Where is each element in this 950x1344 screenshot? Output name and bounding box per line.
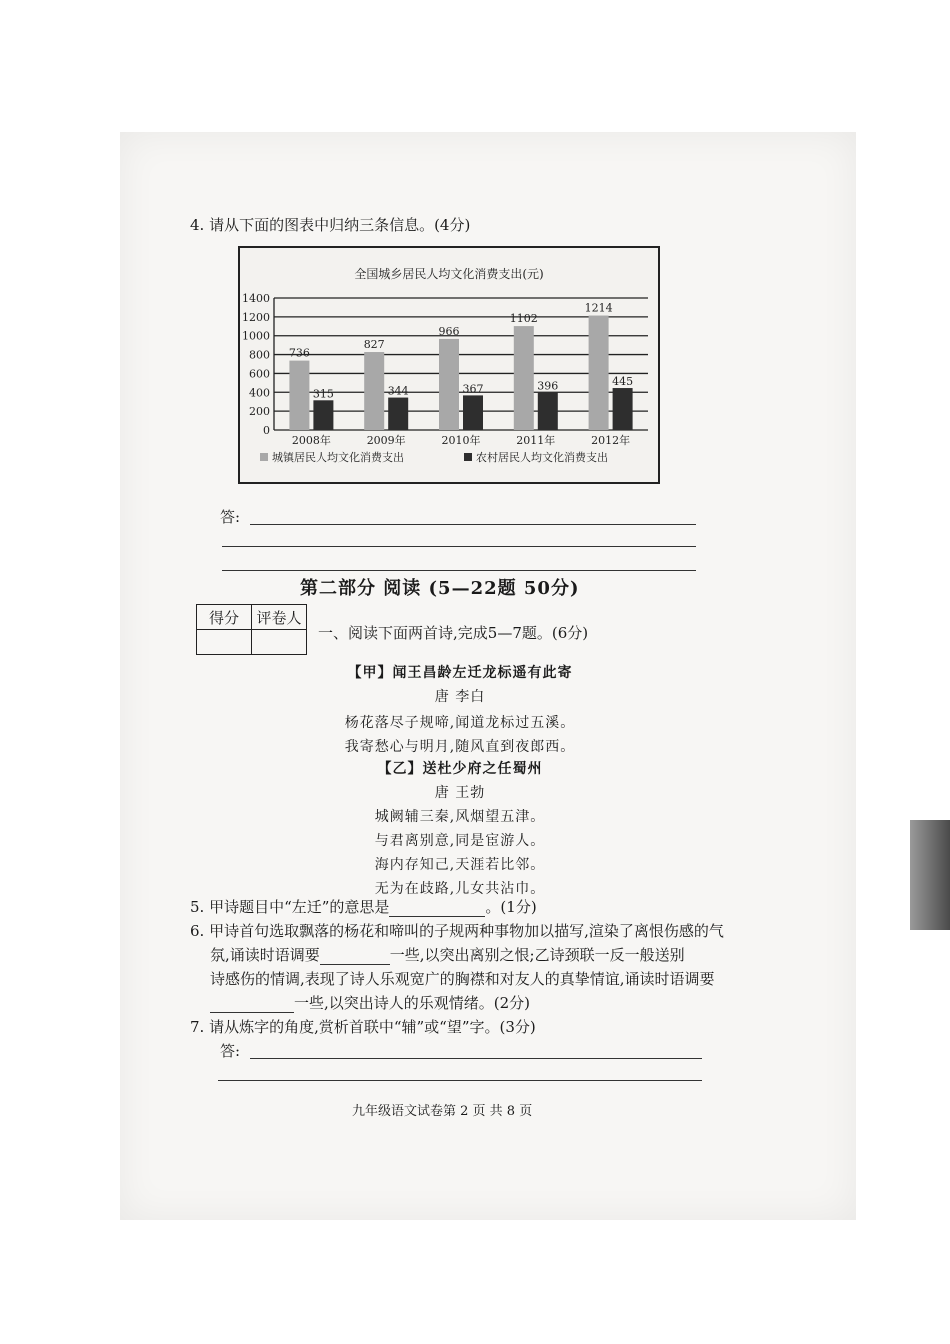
q5-points: 。(1分) <box>485 898 537 916</box>
x-tick-label: 2010年 <box>441 434 481 447</box>
q5-text: 5. 甲诗题目中“左迁”的意思是 <box>190 898 390 916</box>
bar <box>589 316 609 430</box>
x-tick-label: 2011年 <box>516 434 556 447</box>
grader-cell[interactable] <box>252 630 307 655</box>
q6-line-1: 6. 甲诗首句选取飘落的杨花和啼叫的子规两种事物加以描写,渲染了离恨伤感的气 <box>190 922 724 940</box>
y-tick-label: 800 <box>249 348 270 362</box>
poem2-title: 【乙】送杜少府之任蜀州 <box>377 761 543 777</box>
bar <box>289 361 309 430</box>
poem2-line: 与君离别意,同是宦游人。 <box>374 833 546 849</box>
y-tick-label: 600 <box>249 367 270 381</box>
x-tick-label: 2008年 <box>291 434 331 447</box>
y-tick-label: 1200 <box>242 310 270 324</box>
q6-blank-1[interactable] <box>320 946 390 965</box>
bar <box>388 398 408 430</box>
answer-line-3[interactable] <box>222 570 696 571</box>
chart-title: 全国城乡居民人均文化消费支出(元) <box>354 267 544 281</box>
legend-label: 城镇居民人均文化消费支出 <box>272 451 404 464</box>
poem2-author: 唐 王勃 <box>434 785 486 801</box>
data-label: 966 <box>438 324 460 338</box>
legend-swatch <box>464 453 472 461</box>
answer-line-5[interactable] <box>218 1080 702 1081</box>
x-tick-label: 2009年 <box>366 434 406 447</box>
bar <box>538 393 558 430</box>
score-table <box>196 604 307 655</box>
q6-text: 一些,以突出诗人的乐观情绪。(2分) <box>294 994 531 1012</box>
legend-label: 农村居民人均文化消费支出 <box>476 451 608 464</box>
x-tick-label: 2012年 <box>591 434 631 447</box>
poem2-line: 无为在歧路,儿女共沾巾。 <box>374 881 546 897</box>
poem1-author: 唐 李白 <box>434 689 486 705</box>
score-cell[interactable] <box>197 630 252 655</box>
q4-answer-label: 答: <box>220 508 241 526</box>
bar <box>463 395 483 430</box>
scan-shadow <box>910 820 950 930</box>
bar <box>439 339 459 430</box>
question-7: 7. 请从炼字的角度,赏析首联中“辅”或“望”字。(3分) <box>190 1018 536 1036</box>
poem1-line: 杨花落尽子规啼,闻道龙标过五溪。 <box>344 715 576 731</box>
y-tick-label: 0 <box>263 424 270 437</box>
y-tick-label: 400 <box>249 386 270 400</box>
q5-blank[interactable] <box>389 898 485 917</box>
score-header: 得分 <box>197 605 252 630</box>
poem2-line: 城阙辅三秦,风烟望五津。 <box>374 809 546 825</box>
data-label: 315 <box>312 387 334 401</box>
bar <box>514 326 534 430</box>
data-label: 344 <box>387 384 409 398</box>
page-footer: 九年级语文试卷第 2 页 共 8 页 <box>352 1104 533 1119</box>
q6-text: 一些,以突出离别之恨;乙诗颈联一反一般送别 <box>389 946 685 964</box>
data-label: 1102 <box>509 312 538 326</box>
section-1-instruction: 一、阅读下面两首诗,完成5—7题。(6分) <box>318 624 589 642</box>
poem2-line: 海内存知己,天涯若比邻。 <box>374 857 546 873</box>
data-label: 445 <box>612 375 634 389</box>
q6-line-2 <box>210 944 685 965</box>
bar <box>613 388 633 430</box>
q6-text: 氛,诵读时语调要 <box>210 946 320 964</box>
bar <box>313 400 333 430</box>
q6-line-3: 诗感伤的情调,表现了诗人乐观宽广的胸襟和对友人的真挚情谊,诵读时语调要 <box>210 970 715 988</box>
bar-chart <box>240 248 658 482</box>
chart-frame <box>238 246 660 484</box>
answer-line-2[interactable] <box>222 546 696 547</box>
bar <box>364 352 384 430</box>
legend-swatch <box>260 453 268 461</box>
q6-blank-2[interactable] <box>210 994 294 1013</box>
question-5 <box>190 896 537 917</box>
answer-line-1[interactable] <box>250 524 696 525</box>
grader-header: 评卷人 <box>252 605 307 630</box>
answer-line-4[interactable] <box>250 1058 702 1059</box>
q6-line-4 <box>210 992 530 1013</box>
poem1-line: 我寄愁心与明月,随风直到夜郎西。 <box>344 739 576 755</box>
poem1-title: 【甲】闻王昌龄左迁龙标遥有此寄 <box>347 665 573 681</box>
data-label: 827 <box>363 338 385 352</box>
data-label: 736 <box>288 346 310 360</box>
y-tick-label: 200 <box>249 405 270 419</box>
part2-title: 第二部分 阅读 (5—22题 50分) <box>300 578 580 599</box>
data-label: 396 <box>537 379 559 393</box>
y-tick-label: 1400 <box>242 292 270 305</box>
data-label: 367 <box>462 382 484 396</box>
data-label: 1214 <box>584 301 613 315</box>
q7-answer-label: 答: <box>220 1042 241 1060</box>
question-4: 4. 请从下面的图表中归纳三条信息。(4分) <box>190 216 471 234</box>
y-tick-label: 1000 <box>242 329 270 343</box>
